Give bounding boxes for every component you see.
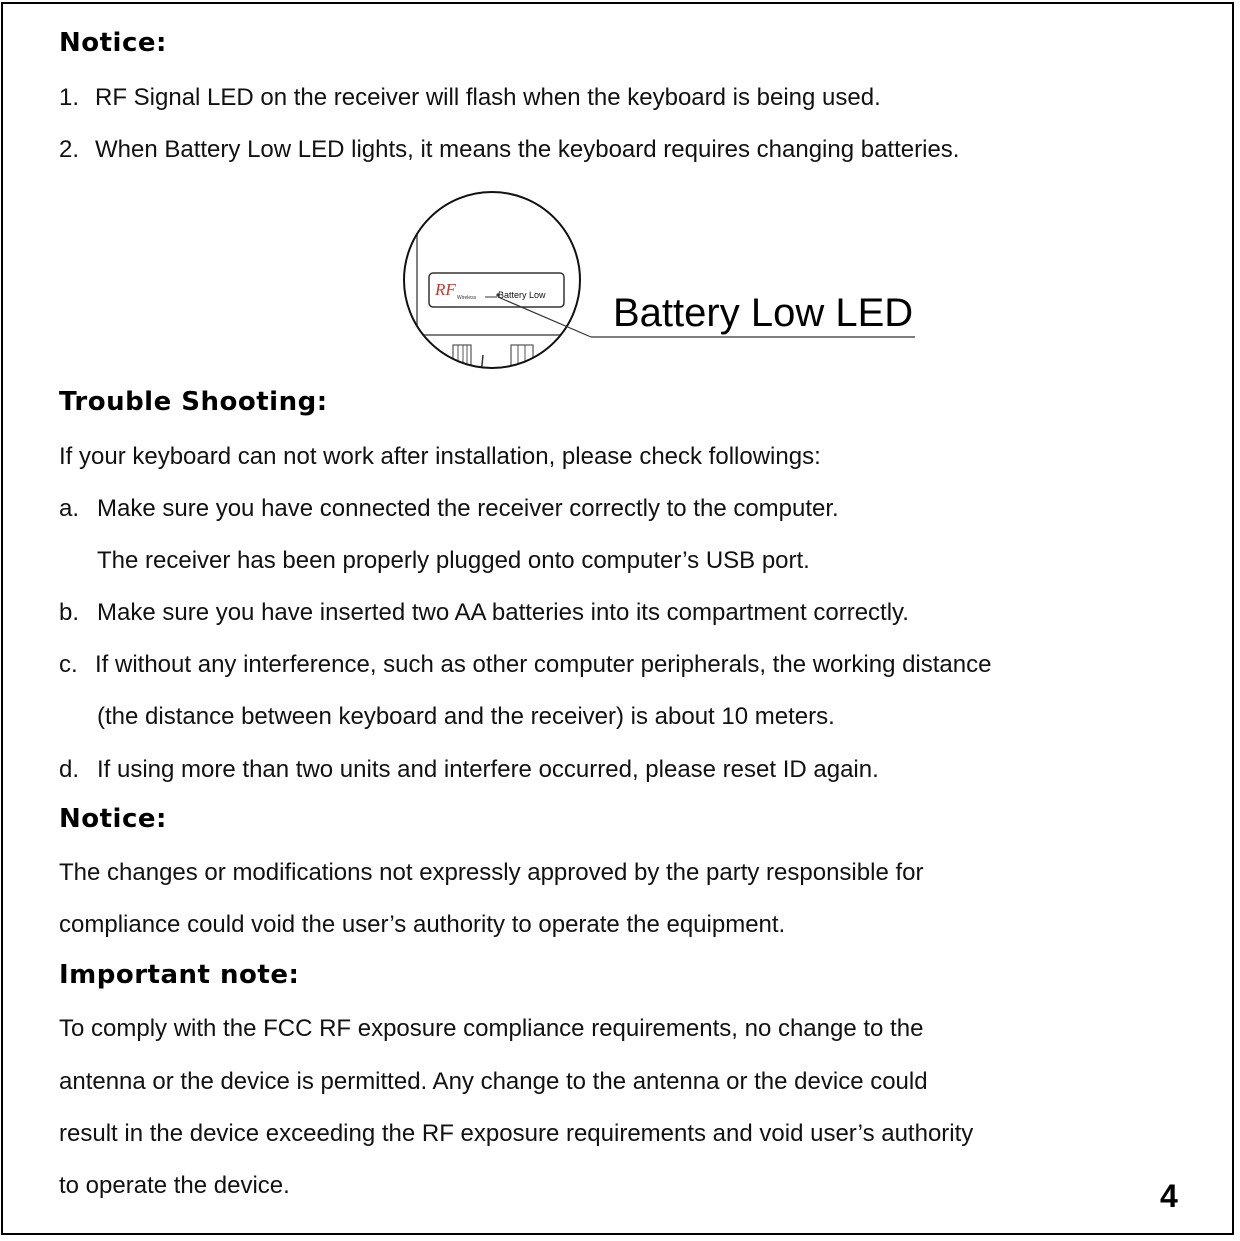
battery-low-led-callout: Battery Low LED: [613, 291, 914, 335]
important-note-line: antenna or the device is permitted. Any change to the antenna or the device could: [59, 1068, 928, 1095]
list-marker: 1.: [59, 84, 80, 111]
notice-heading-2: Notice:: [59, 804, 167, 834]
wireless-label: Wireless: [457, 295, 477, 301]
battery-low-diagram: [395, 185, 935, 380]
troubleshooting-item-c: If without any interference, such as other computer peripherals, the working distance: [95, 651, 992, 678]
notice-item-rf-signal: RF Signal LED on the receiver will flash when the keyboard is being used.: [95, 84, 881, 111]
troubleshooting-item-a: Make sure you have connected the receiver correctly to the computer.: [97, 495, 839, 522]
notice-item-battery-low: When Battery Low LED lights, it means the keyboard requires changing batteries.: [95, 136, 960, 163]
troubleshooting-intro: If your keyboard can not work after installation, please check followings:: [59, 443, 821, 470]
troubleshooting-item-c-continued: (the distance between keyboard and the receiver) is about 10 meters.: [97, 703, 835, 730]
important-note-heading: Important note:: [59, 960, 300, 990]
list-marker: b.: [59, 599, 80, 626]
page-number: 4: [1160, 1178, 1178, 1214]
troubleshooting-item-d: If using more than two units and interfere occurred, please reset ID again.: [97, 756, 879, 783]
important-note-line: result in the device exceeding the RF exposure requirements and void user’s authority: [59, 1120, 974, 1147]
important-note-line: To comply with the FCC RF exposure compliance requirements, no change to the: [59, 1015, 924, 1042]
notice-paragraph-line: compliance could void the user’s authority to operate the equipment.: [59, 911, 786, 938]
troubleshooting-item-a-continued: The receiver has been properly plugged onto computer’s USB port.: [97, 547, 810, 574]
list-marker: c.: [59, 651, 78, 678]
list-marker: a.: [59, 495, 80, 522]
troubleshooting-heading: Trouble Shooting:: [59, 387, 328, 417]
rf-logo-text: RF: [435, 280, 456, 299]
receiver-closeup: [395, 185, 595, 380]
list-marker: 2.: [59, 136, 80, 163]
important-note-line: to operate the device.: [59, 1172, 290, 1199]
list-marker: d.: [59, 756, 80, 783]
notice-heading: Notice:: [59, 28, 167, 58]
troubleshooting-item-b: Make sure you have inserted two AA batteries into its compartment correctly.: [97, 599, 909, 626]
notice-paragraph-line: The changes or modifications not expressly approved by the party responsible for: [59, 859, 924, 886]
battery-low-led-label: Battery Low: [498, 290, 546, 300]
